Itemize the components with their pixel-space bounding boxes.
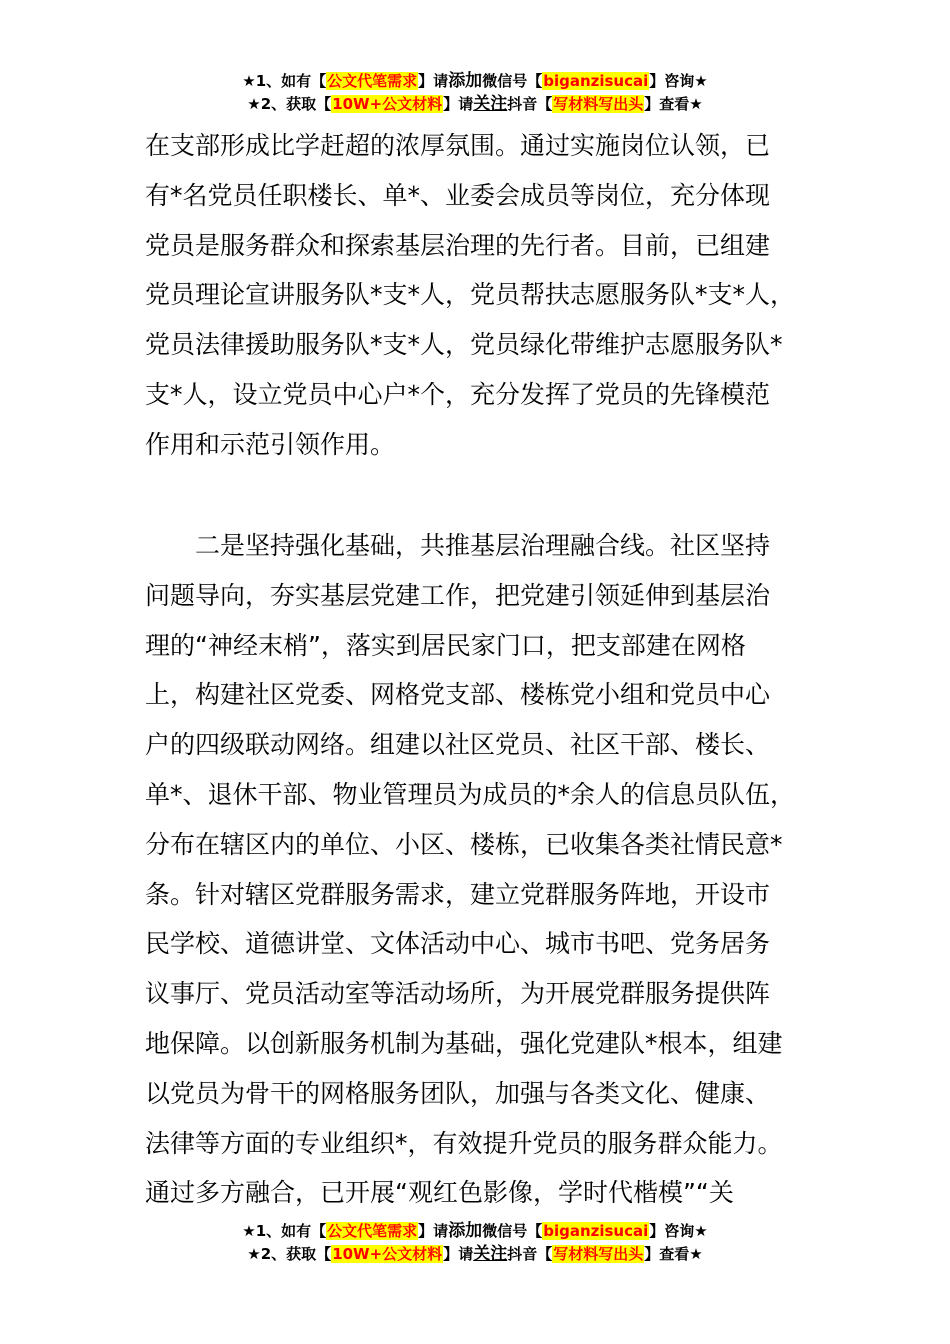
douyin-id-highlight: 写材料写出头: [553, 1245, 644, 1263]
text-line: 在支部形成比学赶超的浓厚氛围。通过实施岗位认领，已: [145, 131, 771, 160]
highlight-label: 公文代笔需求: [327, 72, 418, 90]
douyin-id-highlight: 写材料写出头: [553, 95, 644, 113]
banner-text: 微信号【: [482, 1222, 543, 1240]
banner-text: 】请: [443, 95, 474, 113]
text-line: 问题导向，夯实基层党建工作，把党建引领延伸到基层治: [145, 580, 771, 610]
text-line: 二是坚持强化基础，共推基层治理融合线。社区坚持: [145, 531, 771, 560]
text-line: 支*人，设立党员中心户*个，充分发挥了党员的先锋模范: [145, 379, 771, 409]
banner-text: 抖音【: [507, 1245, 553, 1263]
footer-banner: [0, 1220, 950, 1266]
highlight-label: 10W+公文材料: [332, 1245, 443, 1263]
text-line: 上，构建社区党委、网格党支部、楼栋党小组和党员中心: [145, 680, 771, 710]
text-line: 分布在辖区内的单位、小区、楼栋，已收集各类社情民意*: [145, 829, 783, 859]
banner-text: ★2、获取【: [247, 95, 332, 113]
text-line: 以党员为骨干的网格服务团队，加强与各类文化、健康、: [145, 1078, 771, 1108]
wechat-id-highlight: biganzisucai: [543, 72, 649, 90]
banner-text: 】请: [443, 1245, 474, 1263]
banner-text: 抖音【: [507, 95, 553, 113]
banner-line-1: [0, 70, 950, 93]
text-line: 党员是服务群众和探索基层治理的先行者。目前，已组建: [145, 230, 771, 260]
banner-line-1: [0, 1220, 950, 1243]
banner-text: 】请: [418, 72, 449, 90]
banner-emphasis: 添加: [448, 1221, 483, 1241]
banner-text: ★1、如有【: [242, 72, 327, 90]
banner-emphasis: 关注: [473, 1244, 508, 1264]
banner-text: 】查看★: [644, 95, 703, 113]
text-line: 民学校、道德讲堂、文体活动中心、城市书吧、党务居务: [145, 929, 771, 959]
header-banner: [0, 70, 950, 116]
banner-emphasis: 关注: [473, 94, 508, 114]
banner-line-2: [0, 93, 950, 116]
banner-text: 微信号【: [482, 72, 543, 90]
banner-text: 】咨询★: [649, 72, 708, 90]
banner-emphasis: 添加: [448, 71, 483, 91]
banner-text: 】请: [418, 1222, 449, 1240]
banner-text: 】咨询★: [649, 1222, 708, 1240]
banner-text: ★2、获取【: [247, 1245, 332, 1263]
highlight-label: 公文代笔需求: [327, 1222, 418, 1240]
text-line: 议事厅、党员活动室等活动场所，为开展党群服务提供阵: [145, 979, 771, 1009]
text-line: 有*名党员任职楼长、单*、业委会成员等岗位，充分体现: [145, 180, 771, 210]
text-line: 单*、退休干部、物业管理员为成员的*余人的信息员队伍，: [145, 779, 796, 809]
text-line: 党员理论宣讲服务队*支*人，党员帮扶志愿服务队*支*人，: [145, 280, 796, 310]
text-line: 地保障。以创新服务机制为基础，强化党建队*根本，组建: [145, 1028, 783, 1058]
paragraph-2: [145, 521, 815, 1218]
text-line: 条。针对辖区党群服务需求，建立党群服务阵地，开设市: [145, 879, 771, 909]
banner-text: 】查看★: [644, 1245, 703, 1263]
text-line: 通过多方融合，已开展“观红色影像，学时代楷模”“关: [145, 1178, 734, 1208]
text-line: 理的“神经末梢”，落实到居民家门口，把支部建在网格: [145, 630, 746, 660]
wechat-id-highlight: biganzisucai: [543, 1222, 649, 1240]
highlight-label: 10W+公文材料: [332, 95, 443, 113]
text-line: 户的四级联动网络。组建以社区党员、社区干部、楼长、: [145, 730, 771, 760]
banner-line-2: [0, 1243, 950, 1266]
banner-text: ★1、如有【: [242, 1222, 327, 1240]
text-line: 党员法律援助服务队*支*人，党员绿化带维护志愿服务队*: [145, 330, 783, 360]
text-line: 法律等方面的专业组织*，有效提升党员的服务群众能力。: [145, 1128, 783, 1158]
text-line: 作用和示范引领作用。: [145, 429, 396, 459]
paragraph-1: [145, 121, 815, 470]
